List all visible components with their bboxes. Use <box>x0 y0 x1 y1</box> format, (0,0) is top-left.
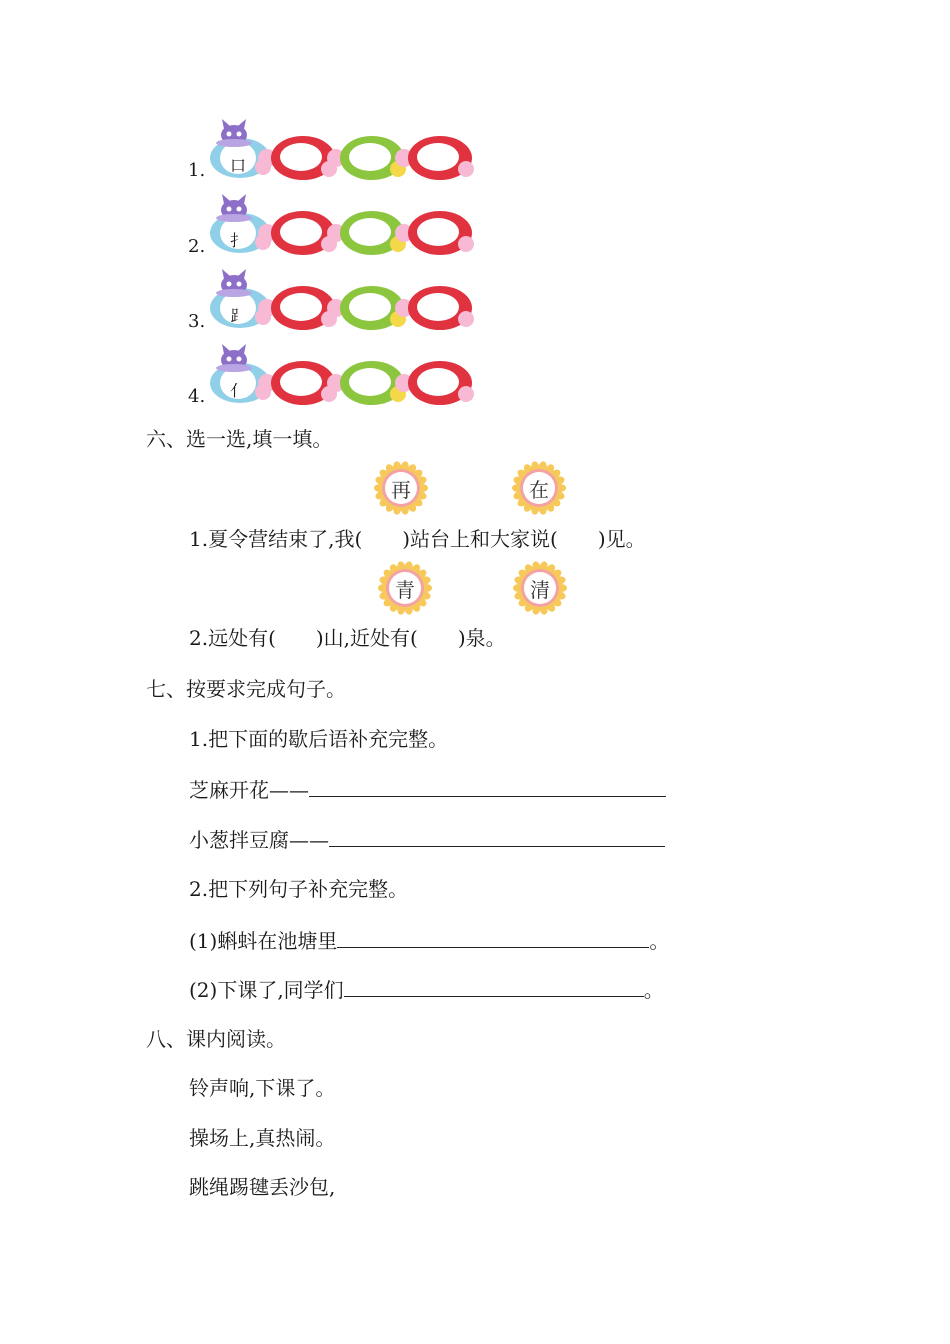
flower-word: 再 <box>391 477 411 502</box>
radical-label: 口 <box>229 156 246 175</box>
train-number: 4. <box>188 386 206 407</box>
section-heading: 七、按要求完成句子。 <box>146 677 346 701</box>
answer-blank[interactable] <box>337 927 649 948</box>
train-number: 3. <box>188 311 206 332</box>
car-window <box>349 143 391 171</box>
car-window <box>280 293 322 321</box>
wheel <box>458 386 474 402</box>
car-window <box>280 143 322 171</box>
wheel <box>458 236 474 252</box>
radical-label: ⻊ <box>229 306 246 325</box>
flower-word: 清 <box>530 577 550 602</box>
fill-line-label: 小葱拌豆腐—— <box>189 828 329 852</box>
wheel <box>458 311 474 327</box>
car-window <box>417 218 459 246</box>
word-flower <box>511 559 569 617</box>
word-trains-graphic <box>0 0 950 420</box>
radical-label: 扌 <box>229 231 246 250</box>
fill-line-label: (2)下课了,同学们 <box>189 978 344 1002</box>
word-flower <box>372 459 430 517</box>
car-window <box>280 218 322 246</box>
sub-question: 2.把下列句子补充完整。 <box>189 877 409 901</box>
cat-eye <box>237 132 242 137</box>
train-number: 2. <box>188 236 206 257</box>
train-number: 1. <box>188 160 206 181</box>
cat-eye <box>227 282 232 287</box>
cat-collar <box>216 139 252 147</box>
wheel <box>458 161 474 177</box>
radical-label: 亻 <box>229 381 246 400</box>
word-flower <box>376 559 434 617</box>
sub-question: 1.把下面的歇后语补充完整。 <box>189 727 449 751</box>
fill-line <box>189 927 669 954</box>
cat-collar <box>216 289 252 297</box>
car-window <box>349 218 391 246</box>
section-heading: 八、课内阅读。 <box>146 1027 286 1051</box>
answer-blank[interactable] <box>309 776 666 797</box>
fill-line-label: (1)蝌蚪在池塘里 <box>189 929 338 953</box>
reading-line: 铃声响,下课了。 <box>189 1076 336 1100</box>
cat-collar <box>216 364 252 372</box>
answer-blank[interactable] <box>329 826 665 847</box>
fill-line <box>189 826 665 853</box>
car-window <box>349 368 391 396</box>
question-2: 2.远处有( )山,近处有( )泉。 <box>189 626 506 650</box>
cat-eye <box>227 132 232 137</box>
car-window <box>417 143 459 171</box>
fill-line-label: 芝麻开花—— <box>189 778 309 802</box>
answer-blank[interactable] <box>344 976 644 997</box>
period: 。 <box>643 978 664 1002</box>
cat-collar <box>216 214 252 222</box>
fill-line <box>189 976 664 1003</box>
fill-line <box>189 776 666 803</box>
cat-eye <box>237 357 242 362</box>
car-window <box>280 368 322 396</box>
cat-eye <box>237 207 242 212</box>
reading-line: 跳绳踢毽丢沙包, <box>189 1175 336 1199</box>
question-1: 1.夏令营结束了,我( )站台上和大家说( )见。 <box>189 527 646 551</box>
reading-line: 操场上,真热闹。 <box>189 1126 336 1150</box>
cat-eye <box>227 357 232 362</box>
cat-eye <box>227 207 232 212</box>
flower-word: 青 <box>395 577 415 602</box>
car-window <box>417 368 459 396</box>
word-flower <box>510 459 568 517</box>
car-window <box>349 293 391 321</box>
car-window <box>417 293 459 321</box>
period: 。 <box>649 929 670 953</box>
cat-eye <box>237 282 242 287</box>
flower-word: 在 <box>529 477 549 502</box>
section-heading: 六、选一选,填一填。 <box>146 427 333 451</box>
